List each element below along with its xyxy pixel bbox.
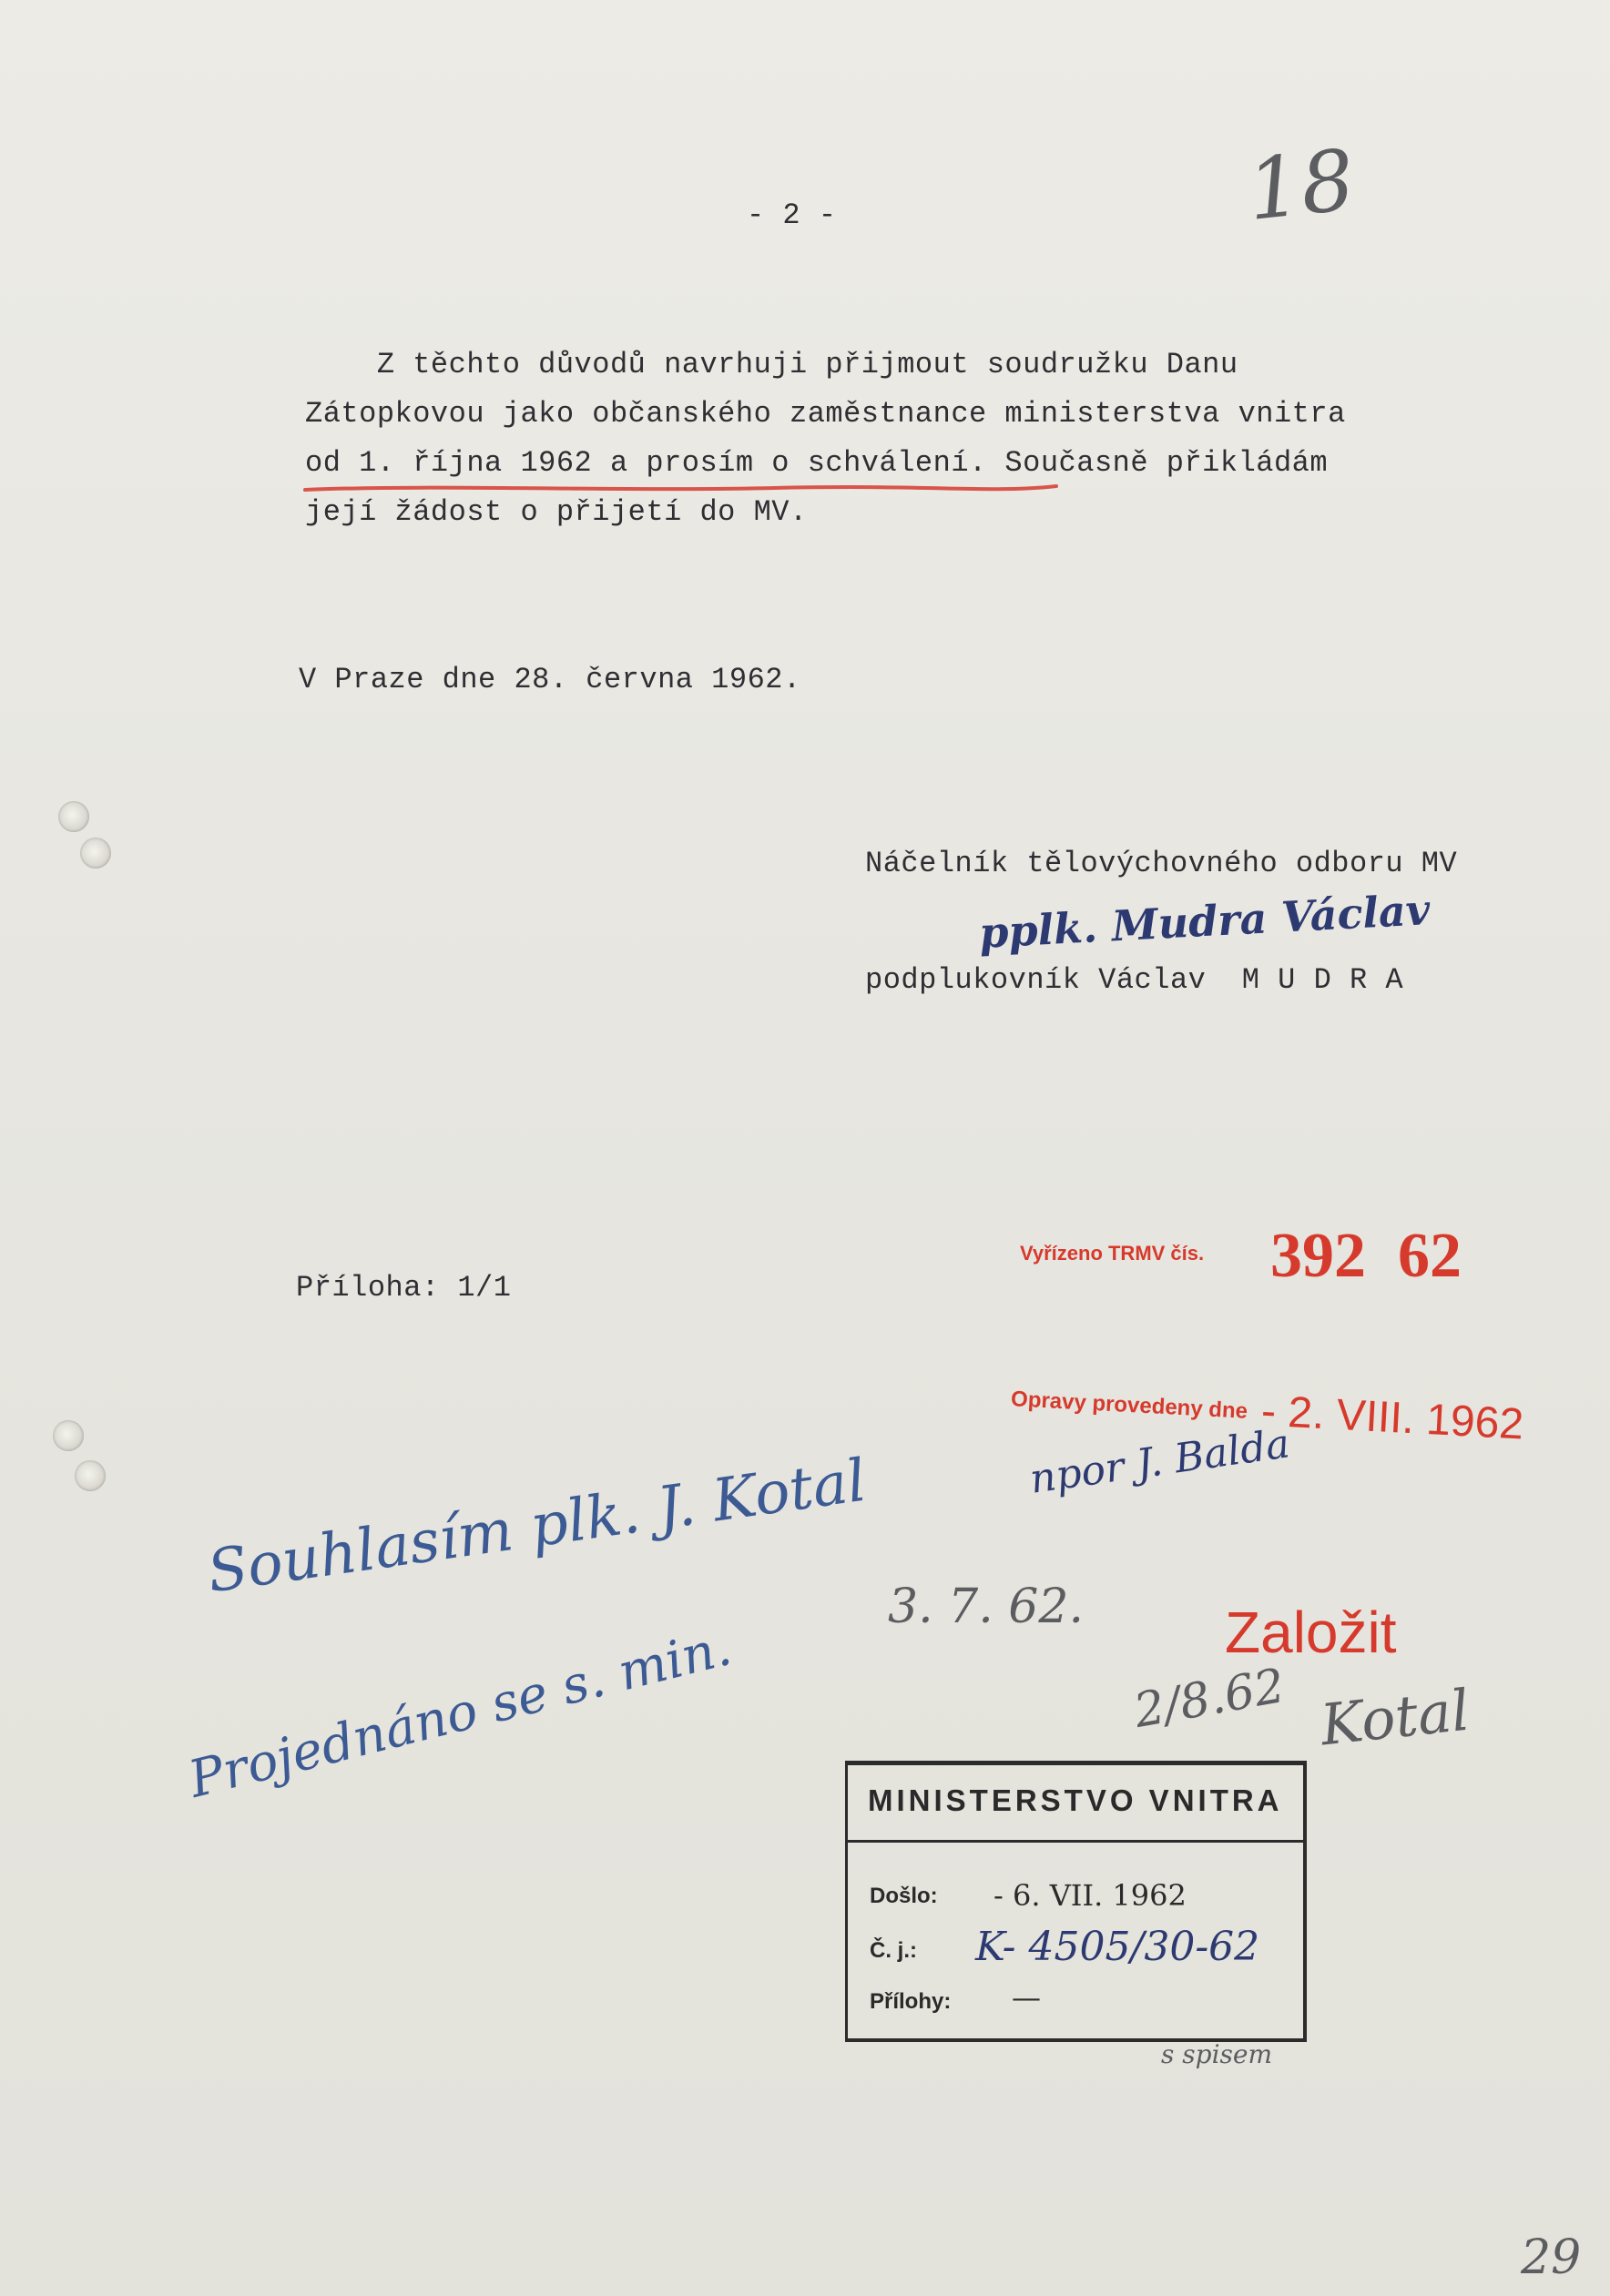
stamp-processed-label: Vyřízeno TRMV čís. [1020,1242,1205,1265]
stamp-divider [848,1840,1303,1843]
punch-hole-lower [53,1420,84,1451]
punch-hole-upper-2 [80,838,111,869]
stamp-attachments-label: Přílohy: [870,1989,952,2014]
filed-signature: Kotal [1317,1676,1473,1759]
stamp-received-value: - 6. VII. 1962 [994,1878,1187,1913]
handwritten-signature-mudra: pplk. Mudra Václav [977,885,1432,958]
body-line-1: Z těchto důvodů navrhuji přijmout soudružku Danu [305,348,1238,381]
stamp-corrections-label: Opravy provedeny dne [1010,1387,1248,1424]
red-underline [301,473,1065,501]
body-line-3: od 1. října 1962 a prosím o schválení. Současně přikládám [305,446,1329,480]
filed-date: 2/8.62 [1130,1659,1289,1739]
corrections-signature: npor J. Balda [1026,1420,1293,1503]
stamp-corrections-date: - 2. VIII. 1962 [1259,1387,1525,1449]
attachment-line: Příloha: 1/1 [296,1271,512,1305]
stamp-ministry-title: MINISTERSTVO VNITRA [868,1783,1283,1817]
punch-hole-upper [58,801,89,832]
date-line: V Praze dne 28. června 1962. [299,663,801,696]
handwritten-discussed: Projednáno se s. min. [183,1618,738,1810]
stamp-reference-label: Č. j.: [870,1938,917,1963]
folio-number-bottom: 29 [1521,2230,1582,2285]
handwritten-agreement-date: 3. 7. 62. [888,1580,1084,1634]
folio-number-top: 18 [1242,131,1360,239]
punch-hole-lower-2 [75,1460,106,1491]
stamp-attachments-value: — [1012,1980,1041,2015]
handwritten-agreement: Souhlasím plk. J. Kotal [203,1447,871,1607]
signature-title: Náčelník tělovýchovného odboru MV [865,847,1458,880]
body-line-4: její žádost o přijetí do MV. [305,495,808,529]
body-line-2: Zátopkovou jako občanského zaměstnance ministerstva vnitra [305,397,1346,431]
stamp-received-label: Došlo: [870,1884,938,1908]
stamp-processed-number: 392 62 [1270,1221,1462,1291]
stamp-filed: Založit [1225,1600,1397,1665]
page-number: - 2 - [747,198,837,232]
stamp-reference-value: K- 4505/30-62 [975,1924,1260,1970]
signature-name: podplukovník Václav M U D R A [865,963,1404,997]
ministry-received-stamp [845,1761,1307,2042]
stamp-handwritten-note: s spisem [1161,2039,1273,2069]
